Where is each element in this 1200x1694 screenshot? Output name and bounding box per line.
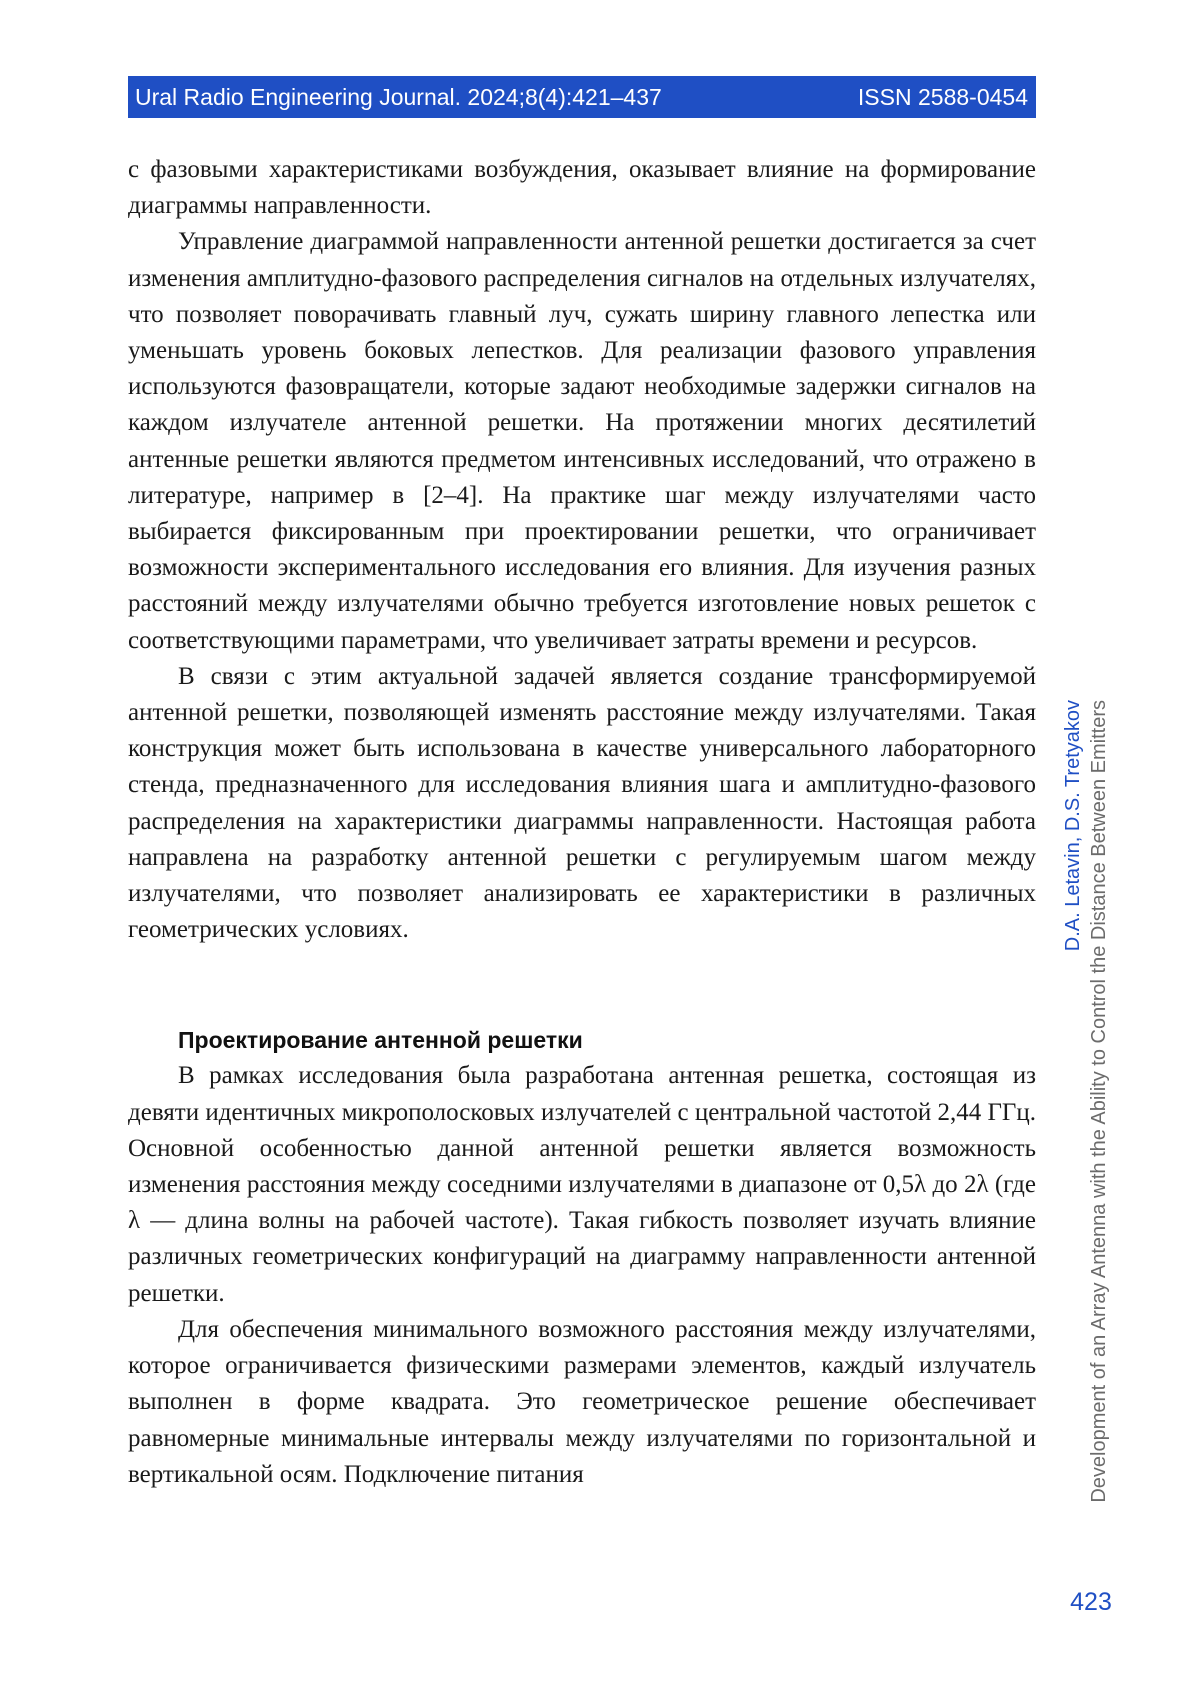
issn-label: ISSN 2588-0454: [858, 84, 1028, 111]
section-paragraph: Для обеспечения минимального возможного расстояния между излучателями, которое ограничивается физическими размерами элементов, каждый излучатель выполнен в форме квадрата. Это геометрическое решение обеспечивает равномерные минимальные интервалы между излучателями по горизонтальной и вертикальной осям. Подключение питания: [128, 1312, 1036, 1493]
sidebar-text: [1060, 700, 1120, 1570]
page-number: 423: [1060, 1588, 1122, 1617]
section-heading: Проектирование антенной решетки: [178, 1022, 1036, 1058]
running-sidebar: [1060, 700, 1120, 1570]
body-paragraph: Управление диаграммой направленности антенной решетки достигается за счет изменения амплитудно-фазового распределения сигналов на отдельных излучателях, что позволяет поворачивать главный луч, сужать ширину главного лепестка или уменьшать уровень боковых лепестков. Для реализации фазового управления используются фазовращатели, которые задают необходимые задержки сигналов на каждом излучателе антенной решетки. На протяжении многих десятилетий антенные решетки являются предметом интенсивных исследований, что отражено в литературе, например в [2–4]. На практике шаг между излучателями часто выбирается фиксированным при проектировании решетки, что ограничивает возможности экспериментального исследования его влияния. Для изучения разных расстояний между излучателями обычно требуется изготовление новых решеток с соответствующими параметрами, что увеличивает затраты времени и ресурсов.: [128, 224, 1036, 658]
body-paragraph: В связи с этим актуальной задачей является создание трансформируемой антенной решетки, позволяющей изменять расстояние между излучателями. Такая конструкция может быть использована в качестве универсального лабораторного стенда, предназначенного для исследования влияния шага и амплитудно-фазового распределения на характеристики диаграммы направленности. Настоящая работа направлена на разработку антенной решетки с регулируемым шагом между излучателями, что позволяет анализировать ее характеристики в различных геометрических условиях.: [128, 659, 1036, 949]
sidebar-article-title: Development of an Array Antenna with the Ability to Control the Distance Between Emitters: [1086, 700, 1112, 1570]
sidebar-authors: D.A. Letavin, D.S. Tretyakov: [1060, 700, 1086, 1570]
section-paragraph: В рамках исследования была разработана антенная решетка, состоящая из девяти идентичных микрополосковых излучателей с центральной частотой 2,44 ГГц. Основной особенностью данной антенной решетки является возможность изменения расстояния между соседними излучателями в диапазоне от 0,5λ до 2λ (где λ — длина волны на рабочей частоте). Такая гибкость позволяет изучать влияние различных геометрических конфигураций на диаграмму направленности антенной решетки.: [128, 1058, 1036, 1311]
body-paragraph-continued: с фазовыми характеристиками возбуждения, оказывает влияние на формирование диаграммы направленности.: [128, 152, 1036, 224]
section-spacer: [128, 948, 1036, 1022]
journal-header-bar: [128, 76, 1036, 118]
article-body: [128, 152, 1036, 1493]
journal-citation: Ural Radio Engineering Journal. 2024;8(4):421–437: [135, 84, 662, 111]
